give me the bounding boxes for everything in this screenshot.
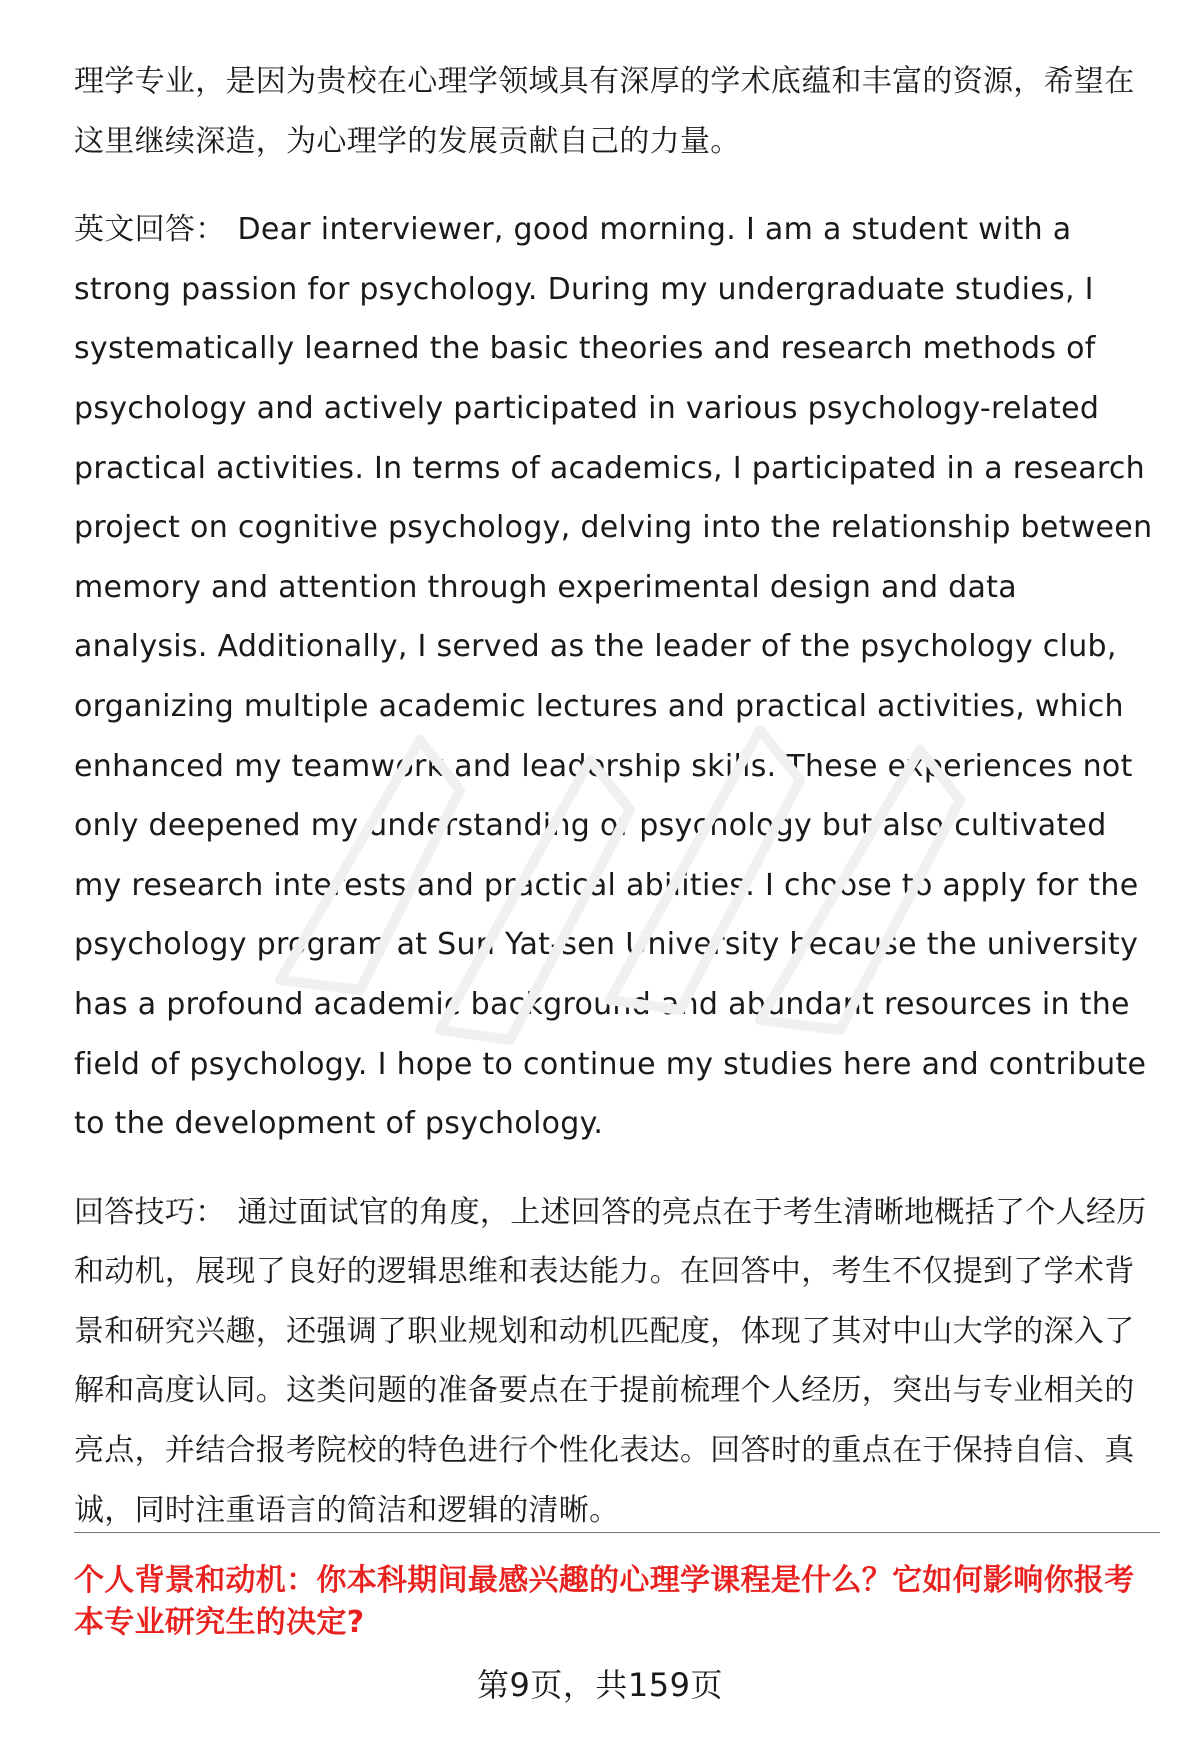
english-answer-label: 英文回答： bbox=[74, 212, 226, 248]
english-answer-text: Dear interviewer, good morning. I am a student with a strong passion for psychology. During my undergraduate studies, I systematically learned the basic theories and research methods of psychology and actively participated in various psychology-related practical activities. In terms of academics, I participated in a research project on cognitive psychology, delving into the relationship between memory and attention through experimental design and data analysis. Additionally, I served as the leader of the psychology club, organizing multiple academic lectures and practical activities, which enhanced my teamwork and leadership skills. These experiences not only deepened my understanding of psychology but also cultivated my research interests and practical abilities. I choose to apply for the psychology program at Sun Yat-sen University because the university has a profound academic background and abundant resources in the field of psychology. I hope to continue my studies here and contribute to the development of psychology. bbox=[74, 212, 1153, 1142]
document-body bbox=[74, 52, 1160, 1540]
answer-tips-text: 通过面试官的角度，上述回答的亮点在于考生清晰地概括了个人经历和动机，展现了良好的逻辑思维和表达能力。在回答中，考生不仅提到了学术背景和研究兴趣，还强调了职业规划和动机匹配度，体现了其对中山大学的深入了解和高度认同。这类问题的准备要点在于提前梳理个人经历，突出与专业相关的亮点，并结合报考院校的特色进行个性化表达。回答时的重点在于保持自信、真诚，同时注重语言的简洁和逻辑的清晰。 bbox=[74, 1194, 1147, 1528]
section-divider bbox=[74, 1532, 1160, 1533]
continuation-paragraph: 理学专业，是因为贵校在心理学领域具有深厚的学术底蕴和丰富的资源，希望在这里继续深造，为心理学的发展贡献自己的力量。 bbox=[74, 64, 1135, 159]
english-answer-paragraph bbox=[74, 200, 1160, 1154]
answer-tips-paragraph bbox=[74, 1183, 1160, 1541]
page-number-footer: 第9页，共159页 bbox=[477, 1666, 723, 1704]
next-question-heading: 个人背景和动机：你本科期间最感兴趣的心理学课程是什么？它如何影响你报考本专业研究生的决定? bbox=[74, 1563, 1135, 1640]
answer-tips-label: 回答技巧： bbox=[74, 1194, 226, 1230]
